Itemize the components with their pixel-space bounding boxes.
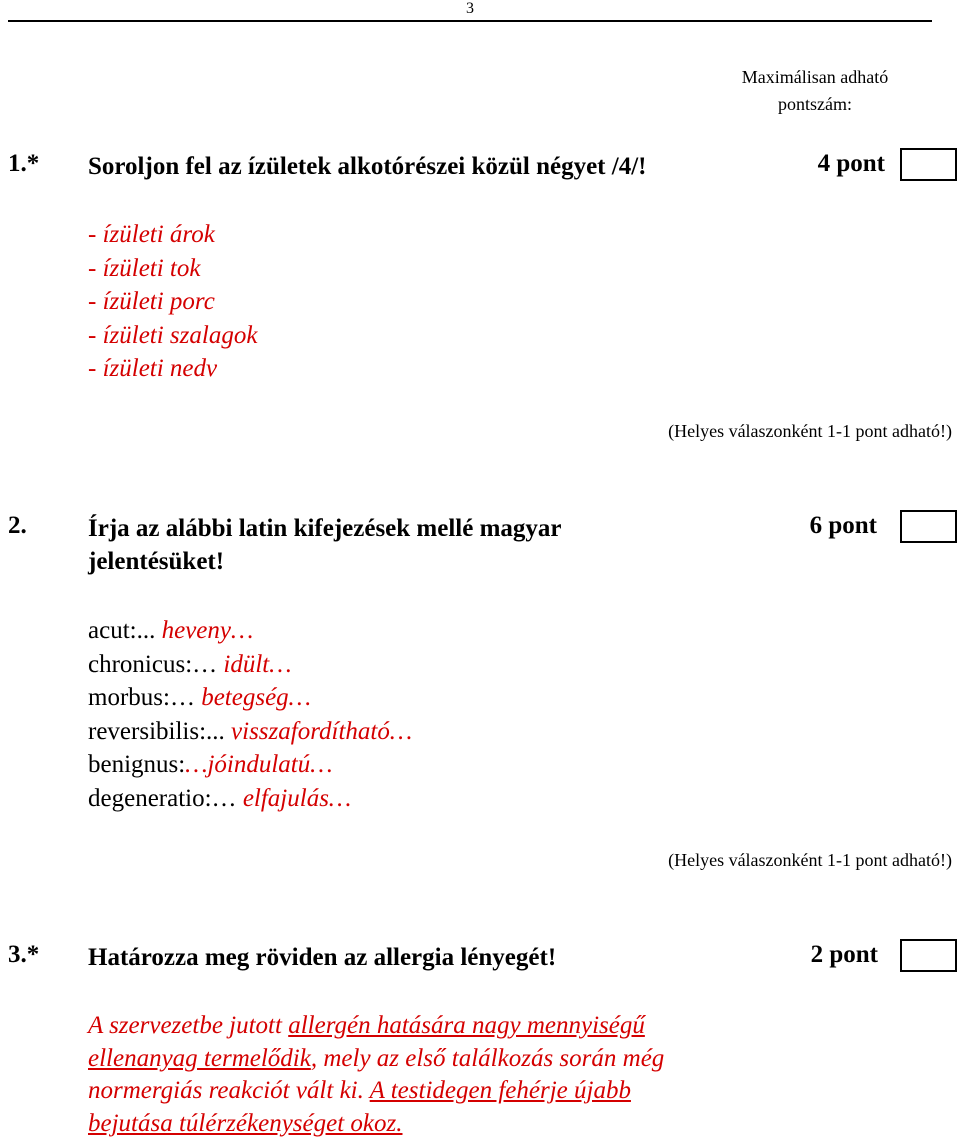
question-2-pair xyxy=(88,681,412,715)
question-2-pair xyxy=(88,614,412,648)
max-points-label-line2: pontszám: xyxy=(778,94,852,114)
latin-term: morbus:… xyxy=(88,684,195,711)
question-3-answer-line2 xyxy=(88,1043,808,1076)
question-3-points: 2 pont xyxy=(810,941,878,968)
question-1-answer-4: - ízületi szalagok xyxy=(88,321,258,349)
question-1-title: Soroljon fel az ízületek alkotórészei közül négyet /4/! xyxy=(88,153,647,180)
question-3-answer-line1 xyxy=(88,1010,808,1043)
answer-segment: normergiás reakciót vált ki. xyxy=(88,1077,370,1104)
latin-term: reversibilis:... xyxy=(88,717,225,745)
hungarian-answer: …jóindulatú… xyxy=(185,751,333,778)
answer-segment: , mely az első találkozás során még xyxy=(310,1044,665,1072)
answer-segment: A szervezetbe jutott xyxy=(88,1012,289,1039)
question-2-pair xyxy=(88,715,412,749)
question-1-answers xyxy=(88,218,257,386)
question-1-answer-3: - ízületi porc xyxy=(88,288,215,315)
page-number: 3 xyxy=(466,0,474,17)
latin-term: chronicus:… xyxy=(88,650,218,678)
question-2-score-box[interactable] xyxy=(900,510,957,543)
answer-segment-underlined: A testidegen fehérje újabb xyxy=(369,1077,631,1104)
question-2-title-line2: jelentésüket! xyxy=(88,548,225,575)
question-1-number: 1.* xyxy=(8,150,40,177)
answer-segment-underlined: ellenanyag termelődik xyxy=(88,1044,311,1072)
question-2-pairs xyxy=(88,614,412,815)
question-3-title: Határozza meg röviden az allergia lényegét! xyxy=(88,944,557,971)
question-1-answer-2: - ízületi tok xyxy=(88,254,201,282)
question-2-title-line1: Írja az alábbi latin kifejezések mellé magyar xyxy=(88,515,562,542)
question-1-answer-5: - ízületi nedv xyxy=(88,355,218,382)
max-points-label-line1: Maximálisan adható xyxy=(741,67,889,87)
header-rule xyxy=(8,20,932,22)
question-2-pair xyxy=(88,782,412,816)
question-1-score-box[interactable] xyxy=(900,148,957,181)
hungarian-answer: elfajulás… xyxy=(236,784,352,812)
latin-term: degeneratio:… xyxy=(88,784,237,812)
answer-segment-underlined: allergén hatására nagy mennyiségű xyxy=(288,1012,645,1039)
question-2-points: 6 pont xyxy=(809,512,877,539)
hungarian-answer: idült… xyxy=(217,650,292,678)
hungarian-answer: heveny… xyxy=(155,617,254,644)
question-2-number: 2. xyxy=(8,512,27,539)
answer-segment-underlined: bejutása túlérzékenységet okoz. xyxy=(88,1109,403,1137)
question-3-answer xyxy=(88,1010,808,1140)
question-3-score-box[interactable] xyxy=(900,939,957,972)
question-2-pair xyxy=(88,648,412,682)
question-2-scoring-note: (Helyes válaszonként 1-1 pont adható!) xyxy=(668,850,952,870)
max-points-label xyxy=(700,64,930,118)
question-1-points: 4 pont xyxy=(817,150,885,177)
hungarian-answer: visszafordítható… xyxy=(224,717,413,745)
latin-term: acut:... xyxy=(88,617,156,644)
question-2-pair xyxy=(88,748,412,782)
hungarian-answer: betegség… xyxy=(194,684,311,711)
question-1-scoring-note: (Helyes válaszonként 1-1 pont adható!) xyxy=(668,421,952,441)
question-3-number: 3.* xyxy=(8,941,40,968)
question-2-title xyxy=(88,512,562,578)
latin-term: benignus: xyxy=(88,751,186,778)
question-3-answer-line3 xyxy=(88,1075,808,1108)
question-3-answer-line4 xyxy=(88,1108,808,1141)
question-1-answer-1: - ízületi árok xyxy=(88,221,215,248)
